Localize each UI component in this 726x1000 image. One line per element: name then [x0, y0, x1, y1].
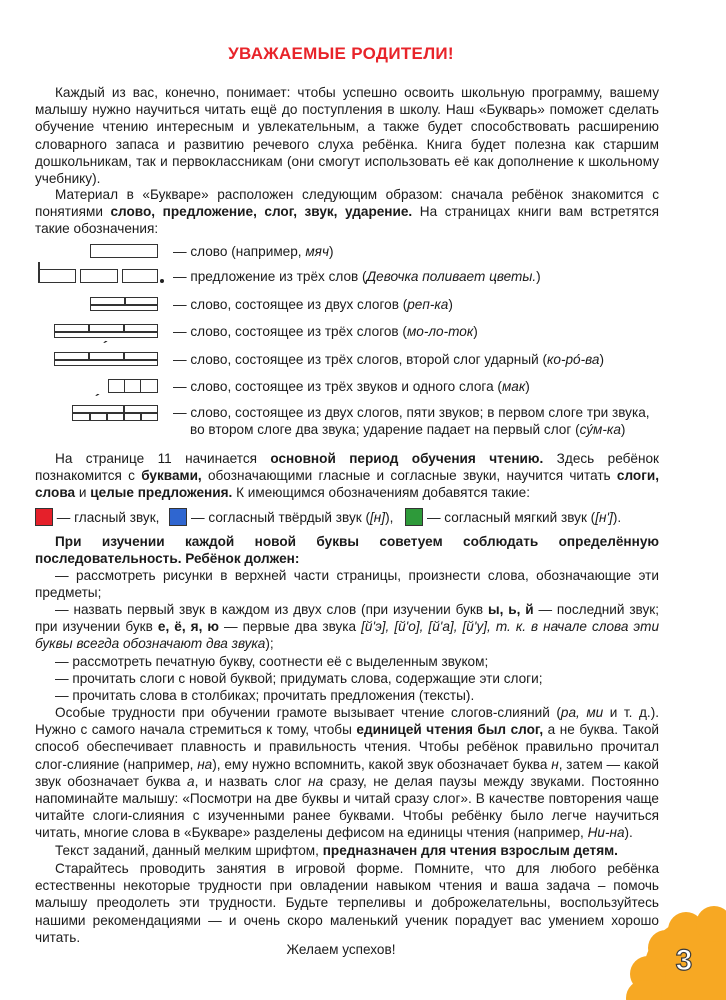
- step-3: — рассмотреть печатную букву, соотнести её с выделенным звуком;: [55, 654, 489, 669]
- stress-mark: ´: [100, 337, 109, 355]
- step-4: — прочитать слоги с новой буквой; придумать слова, содержащие эти слоги;: [55, 671, 543, 686]
- advice-heading: При изучении каждой новой буквы советуем соблюдать определённую последовательность. Ребёнок должен:: [35, 534, 659, 567]
- word-box: [80, 269, 118, 283]
- game-paragraph: Старайтесь проводить занятия в игровой форме. Помните, что для любого ребёнка естественны некоторые трудности при овладении навыком чтения и ваша задача – помочь малышу преодолеть эти трудности. Будьте терпеливы и доброжелательны, воспользуйтесь нашими рекомендациями — и очень скоро маленький ученик порадует вас умением хорошо читать.: [35, 861, 659, 945]
- page-number: 3: [675, 944, 693, 977]
- soft-consonant-swatch: [405, 508, 423, 526]
- step-1: — рассмотреть рисунки в верхней части страницы, произнести слова, обозначающие эти предметы;: [35, 568, 659, 601]
- step-2: — назвать первый звук в каждом из двух слов (при изучении букв ы, ь, й — последний звук; при изучении букв е, ё, я, ю — первые два звука [й'э], [й'о], [й'а], [й'у], т. к. в начале слова эти буквы всегда обозначают два звука);: [35, 602, 660, 652]
- small-text-note: Текст заданий, данный мелким шрифтом, предназначен для чтения взрослым детям.: [55, 843, 618, 858]
- color-legend: — гласный звук, — согласный твёрдый звук ([н]), — согласный мягкий звук ([н']).: [35, 508, 621, 526]
- step-5: — прочитать слова в столбиках; прочитать предложения (тексты).: [55, 688, 475, 703]
- word-box: [38, 269, 76, 283]
- flower-badge-shape: [606, 870, 726, 1000]
- concepts-bold: слово, предложение, слог, звук, ударение.: [110, 204, 413, 220]
- material-paragraph: Материал в «Букваре» расположен следующим образом: сначала ребёнок знакомится с понятиями слово, предложение, слог, звук, ударение. На страницах книги вам встретятся такие обозначения:: [35, 187, 659, 237]
- vowel-swatch: [35, 508, 53, 526]
- capital-mark: [38, 262, 40, 271]
- word-box: [90, 244, 158, 258]
- hard-consonant-swatch: [169, 508, 187, 526]
- period-dot: [160, 279, 164, 283]
- page-number-badge: [606, 870, 726, 1000]
- intro-paragraph: Каждый из вас, конечно, понимает: чтобы успешно освоить школьную программу, вашему малышу нужно научиться читать ещё до поступления в школу. Наш «Букварь» поможет сделать обучение чтению интересным и увлекательным, а также будет способствовать расширению словарного запаса и развитию речевого слуха ребёнка. Книга будет полезна как старшим дошкольникам, так и первоклассникам (они смогут использовать её как дополнение к школьному учебнику).: [35, 85, 659, 187]
- basic-period-paragraph: На странице 11 начинается основной период обучения чтению. Здесь ребёнок познакомится с буквами, обозначающими гласные и согласные звуки, научится читать слоги, слова и целые предложения. К имеющимся обозначениям добавятся такие:: [35, 451, 660, 501]
- closing-wish: Желаем успехов!: [286, 942, 396, 957]
- stress-mark: ´: [92, 390, 101, 408]
- difficulty-paragraph: Особые трудности при обучении грамоте вызывает чтение слогов-слияний (ра, ми и т. д.). Нужно с самого начала стремиться к тому, чтобы единицей чтения был слог, а не буква. Такой способ обеспечивает плавность и правильность чтения. Чтобы ребёнок правильно прочитал слог-слияние (например, на), ему нужно вспомнить, какой звук обозначает буква н, затем — какой звук обозначает буква а, и назвать слог на сразу, не делая паузы между звуками. Постоянно напоминайте малышу: «Посмотри на две буквы и читай сразу слог». В качестве повторения чаще читайте слоги-слияния с изученными ранее буквами. Чтобы ребёнку было легче научиться читать, многие слова в «Букваре» разделены дефисом на единицы чтения (например, Ни-на).: [35, 705, 660, 841]
- word-box: [122, 269, 158, 283]
- page-title: УВАЖАЕМЫЕ РОДИТЕЛИ!: [228, 44, 454, 63]
